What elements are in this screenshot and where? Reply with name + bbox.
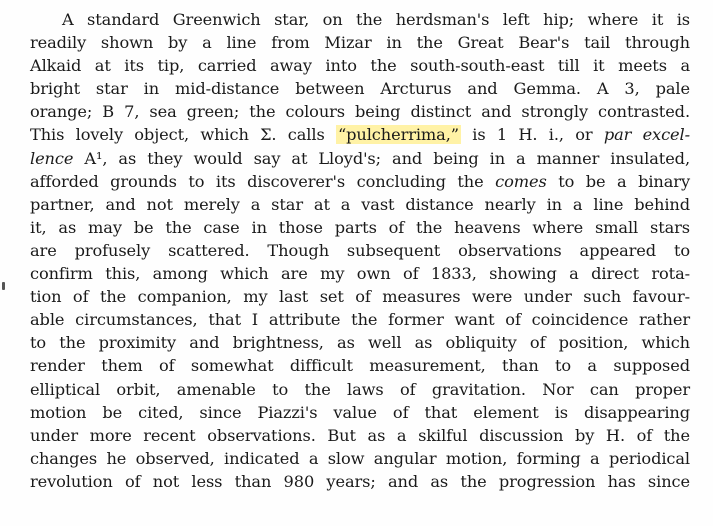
text-line-16: render them of somewhat difficult measurement, than to a supposed	[30, 356, 690, 376]
text-line-7: lence A¹, as they would say at Lloyd's; and being in a manner insulated,	[30, 148, 690, 168]
text-line-4: bright star in mid-distance between Arcturus and Gemma. A 3, pale	[30, 79, 690, 99]
text-line-9: partner, and not merely a star at a vast distance nearly in a line behind	[30, 194, 690, 214]
highlighted-word[interactable]: “pulcherrima,”	[337, 125, 459, 145]
body-text	[30, 8, 690, 493]
text-line-2: readily shown by a line from Mizar in the Great Bear's tail through	[30, 33, 690, 53]
text-line-21: revolution of not less than 980 years; and as the progression has since	[30, 471, 690, 491]
text-line-10: it, as may be the case in those parts of the heavens where small stars	[30, 217, 690, 237]
text-line-18: motion be cited, since Piazzi's value of that element is disappearing	[30, 402, 690, 422]
text-line-19: under more recent observations. But as a skilful discussion by H. of the	[30, 425, 690, 445]
text-line-14: able circumstances, that I attribute the former want of coincidence rather	[30, 310, 690, 330]
text-line-20: changes he observed, indicated a slow angular motion, forming a periodical	[30, 448, 690, 468]
text-line-3: Alkaid at its tip, carried away into the south-south-east till it meets a	[30, 56, 690, 76]
text-line-8: afforded grounds to its discoverer's concluding the comes to be a binary	[30, 171, 690, 191]
text-line-17: elliptical orbit, amenable to the laws of gravitation. Nor can proper	[30, 379, 690, 399]
text-line-13: tion of the companion, my last set of measures were under such favour-	[30, 287, 690, 307]
text-line-15: to the proximity and brightness, as well as obliquity of position, which	[30, 333, 690, 353]
text-line-5: orange; B 7, sea green; the colours being distinct and strongly contrasted.	[30, 102, 690, 122]
text-line-11: are profusely scattered. Though subsequent observations appeared to	[30, 240, 690, 260]
margin-mark	[2, 282, 5, 290]
text-line-6: This lovely object, which Σ. calls “pulcherrima,” is 1 H. i., or par excel-	[30, 125, 690, 145]
text-line-12: confirm this, among which are my own of 1833, showing a direct rota-	[30, 264, 690, 284]
text-line-1: A standard Greenwich star, on the herdsman's left hip; where it is	[62, 10, 690, 29]
